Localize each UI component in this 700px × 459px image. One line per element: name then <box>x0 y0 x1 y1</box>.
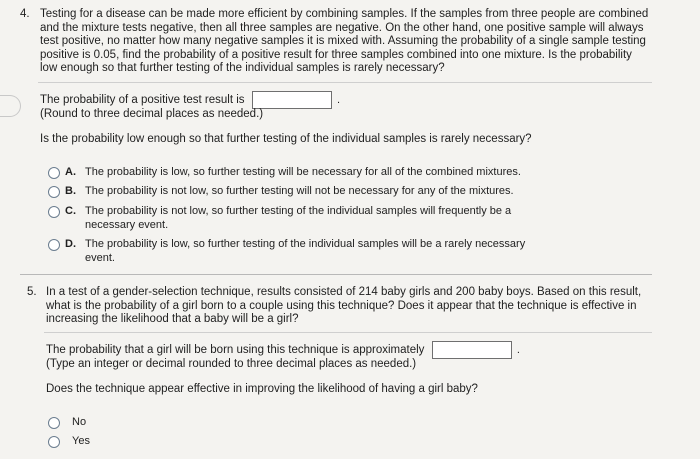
q4-prob-label: The probability of a positive test result is <box>40 94 245 107</box>
q4-option-b-radio[interactable] <box>48 186 60 198</box>
q4-option-a-radio[interactable] <box>48 167 60 179</box>
q5-probability-input[interactable] <box>432 341 512 359</box>
q4-option-b-text: The probability is not low, so further testing will not be necessary for any of the mixtures. <box>85 185 514 197</box>
q4-option-d-letter: D. <box>65 238 76 250</box>
q4-option-a-letter: A. <box>65 166 76 178</box>
q4-option-c-text: The probability is not low, so further testing of the individual samples will frequently be a necessary event. <box>85 205 512 231</box>
q5-prob-label: The probability that a girl will be born using this technique is approximately <box>46 344 425 357</box>
section-divider <box>20 274 652 275</box>
q5-probability-line <box>46 341 520 359</box>
q5-option-no-radio[interactable] <box>48 417 60 429</box>
q4-option-c[interactable] <box>48 205 568 233</box>
q4-number: 4. <box>20 8 30 20</box>
q4-probability-line <box>40 91 340 109</box>
q4-question: Is the probability low enough so that further testing of the individual samples is rarely necessary? <box>40 133 532 145</box>
q5-option-no[interactable] <box>48 416 568 432</box>
q5-option-no-text: No <box>72 416 87 428</box>
q4-period: . <box>336 94 341 107</box>
q4-option-c-radio[interactable] <box>48 206 60 218</box>
q5-question: Does the technique appear effective in improving the likelihood of having a girl baby? <box>46 383 478 395</box>
q4-text: Testing for a disease can be made more efficient by combining samples. If the samples from three people are combined and the mixture tests negative, then all three samples are negative. On the other hand, one positive sample will always test positive, no matter how many negative samples it is mixed with. Assuming the probability of a single sample testing positive is 0.05, find the probability of a positive result for three samples combined into one mixture. Is the probability low enough so that further testing of the individual samples is rarely necessary? <box>40 8 649 75</box>
q5-number: 5. <box>27 286 37 298</box>
q4-divider <box>38 82 652 83</box>
q5-option-yes-text: Yes <box>72 435 90 447</box>
q4-option-d-radio[interactable] <box>48 239 60 251</box>
q5-period: . <box>516 344 520 357</box>
q4-option-c-letter: C. <box>65 205 76 217</box>
q4-probability-input[interactable] <box>252 91 332 109</box>
q4-option-b-letter: B. <box>65 185 76 197</box>
q5-option-yes-radio[interactable] <box>48 436 60 448</box>
q4-option-a[interactable] <box>48 166 568 182</box>
q4-option-d-text: The probability is low, so further testing of the individual samples will be a rarely necessary event. <box>85 238 526 264</box>
q4-option-b[interactable] <box>48 185 568 201</box>
side-tab-marker <box>0 95 21 117</box>
q5-divider <box>44 332 652 333</box>
q5-text: In a test of a gender-selection technique, results consisted of 214 baby girls and 200 baby boys. Based on this result, what is the probability of a girl born to a couple using this technique? Does it appear that the technique is effective in increasing the likelihood that a baby will be a girl? <box>46 286 642 326</box>
q5-type-note: (Type an integer or decimal rounded to three decimal places as needed.) <box>46 358 417 370</box>
q4-option-d[interactable] <box>48 238 568 266</box>
q4-option-a-text: The probability is low, so further testing will be necessary for all of the combined mixtures. <box>85 166 521 178</box>
q4-round-note: (Round to three decimal places as needed.) <box>40 108 264 120</box>
q5-option-yes[interactable] <box>48 435 568 451</box>
